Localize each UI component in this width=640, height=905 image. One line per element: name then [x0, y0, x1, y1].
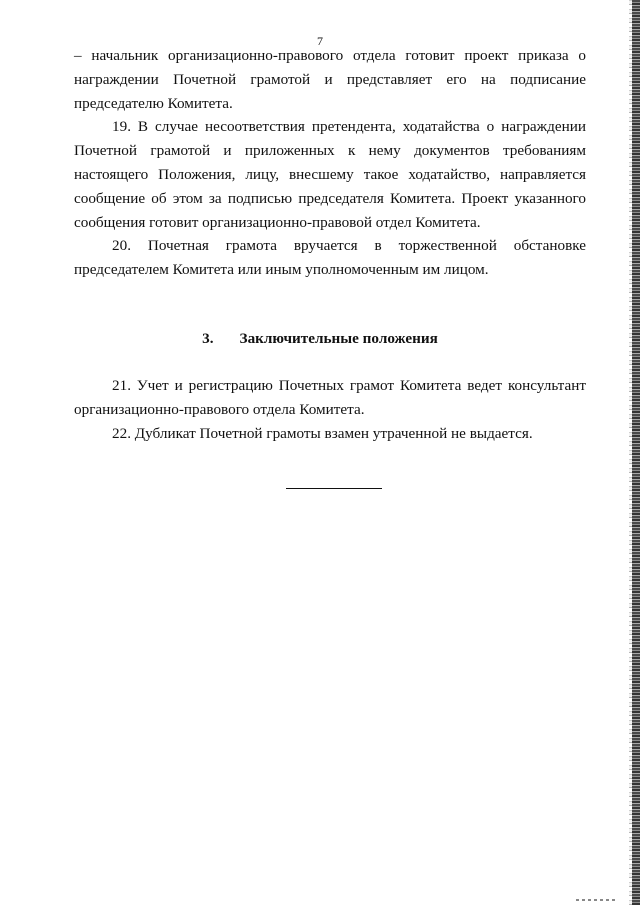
page-number: 7	[317, 34, 323, 48]
section-number: 3.	[202, 330, 214, 347]
section-heading	[0, 330, 640, 348]
paragraph-22: 22. Дубликат Почетной грамоты взамен утраченной не выдается.	[112, 424, 533, 442]
paragraph-19: 19. В случае несоответствия претендента, ходатайства о награждении Почетной грамотой и приложенных к нему документов требованиям настоящего Положения, лицу, внесшему такое ходатайство, направляется сообщение об этом за подписью председателя Комитета. Проект указанного сообщения готовит организационно-правовой отдел Комитета.	[74, 118, 586, 231]
scan-artifact	[576, 899, 616, 901]
body-text-bottom	[74, 374, 586, 445]
paragraph-21: 21. Учет и регистрацию Почетных грамот Комитета ведет консультант организационно-правового отдела Комитета.	[74, 377, 586, 418]
paragraph-20: 20. Почетная грамота вручается в торжественной обстановке председателем Комитета или иным уполномоченным им лицом.	[74, 237, 586, 279]
end-separator-line	[286, 488, 382, 489]
paragraph-continuation: – начальник организационно-правового отдела готовит проект приказа о награждении Почетной грамотой и представляет его на подписание председателю Комитета.	[74, 47, 586, 112]
body-text-top	[74, 44, 586, 282]
section-title: Заключительные положения	[239, 330, 438, 347]
scan-edge	[632, 0, 640, 905]
